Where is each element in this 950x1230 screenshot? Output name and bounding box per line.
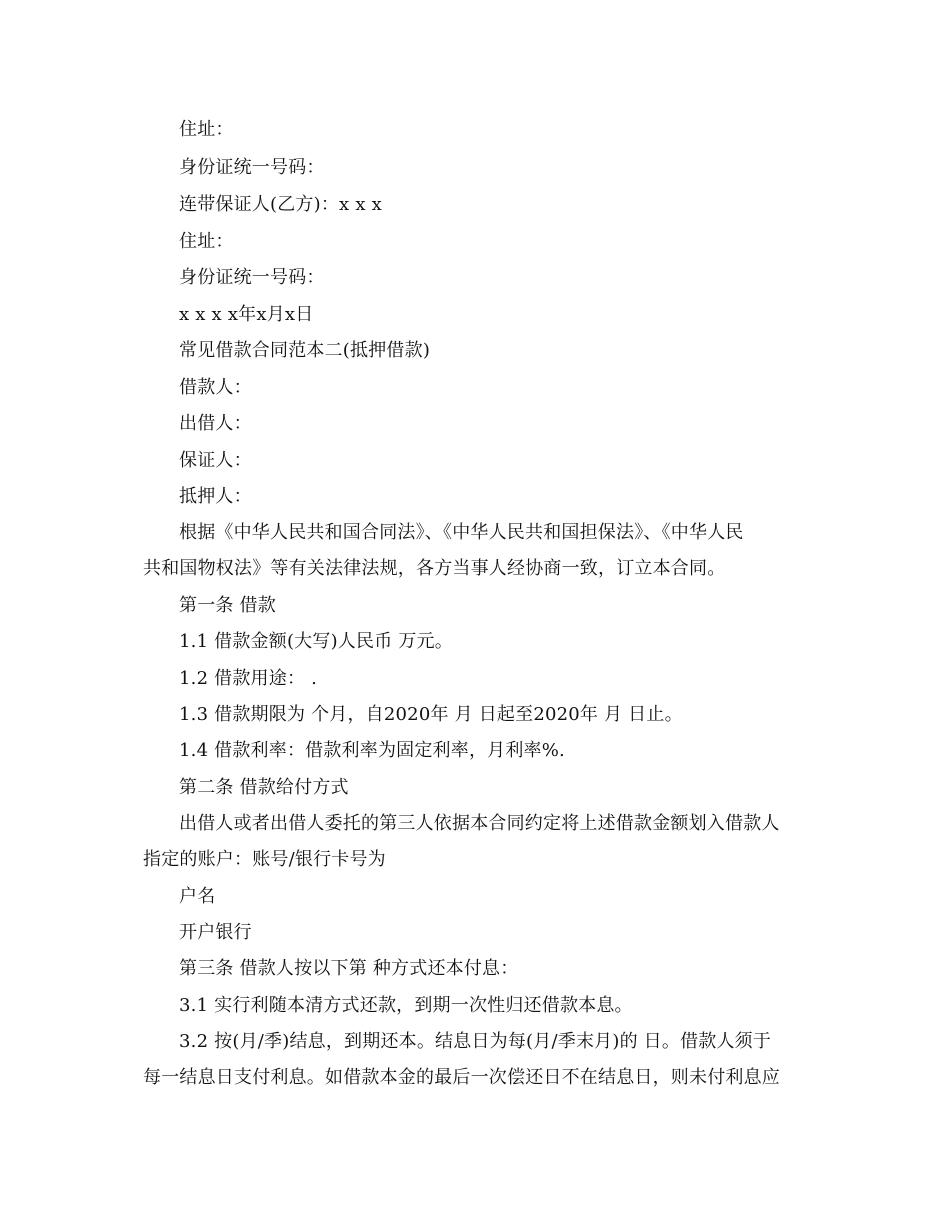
clause-line: 1.4 借款利率：借款利率为固定利率，月利率%. bbox=[179, 740, 565, 761]
text-line: 保证人： bbox=[179, 450, 252, 471]
clause-line: 1.2 借款用途： . bbox=[179, 668, 317, 689]
text-line: 借款人： bbox=[179, 377, 252, 398]
article-heading: 第一条 借款 bbox=[179, 595, 276, 616]
text-line: 身份证统一号码： bbox=[179, 157, 325, 178]
clause-line: 1.1 借款金额(大写)人民币 万元。 bbox=[179, 631, 453, 652]
text-line: 住址： bbox=[179, 231, 234, 252]
article-heading: 第三条 借款人按以下第 种方式还本付息： bbox=[179, 958, 519, 979]
paragraph-line: 根据《中华人民共和国合同法》、《中华人民共和国担保法》、《中华人民 bbox=[179, 522, 744, 543]
clause-line: 3.2 按(月/季)结息，到期还本。结息日为每(月/季末月)的 日。借款人须于 bbox=[179, 1031, 772, 1052]
text-line: 户名 bbox=[179, 886, 216, 907]
text-line: x x x x年x月x日 bbox=[179, 304, 314, 325]
paragraph-line: 指定的账户：账号/银行卡号为 bbox=[143, 849, 386, 870]
section-title: 常见借款合同范本二(抵押借款) bbox=[179, 340, 431, 361]
text-line: 出借人： bbox=[179, 413, 252, 434]
paragraph-line: 出借人或者出借人委托的第三人依据本合同约定将上述借款金额划入借款人 bbox=[179, 813, 780, 834]
paragraph-line: 每一结息日支付利息。如借款本金的最后一次偿还日不在结息日，则未付利息应 bbox=[143, 1067, 780, 1088]
clause-line: 1.3 借款期限为 个月，自2020年 月 日起至2020年 月 日止。 bbox=[179, 704, 683, 725]
paragraph-line: 共和国物权法》等有关法律法规，各方当事人经协商一致，订立本合同。 bbox=[143, 558, 726, 579]
text-line: 身份证统一号码： bbox=[179, 267, 325, 288]
text-line: 连带保证人(乙方)：x x x bbox=[179, 194, 382, 215]
text-line: 开户银行 bbox=[179, 922, 252, 943]
article-heading: 第二条 借款给付方式 bbox=[179, 777, 349, 798]
text-line: 抵押人： bbox=[179, 486, 252, 507]
clause-line: 3.1 实行利随本清方式还款，到期一次性归还借款本息。 bbox=[179, 995, 633, 1016]
text-line: 住址： bbox=[179, 119, 234, 140]
